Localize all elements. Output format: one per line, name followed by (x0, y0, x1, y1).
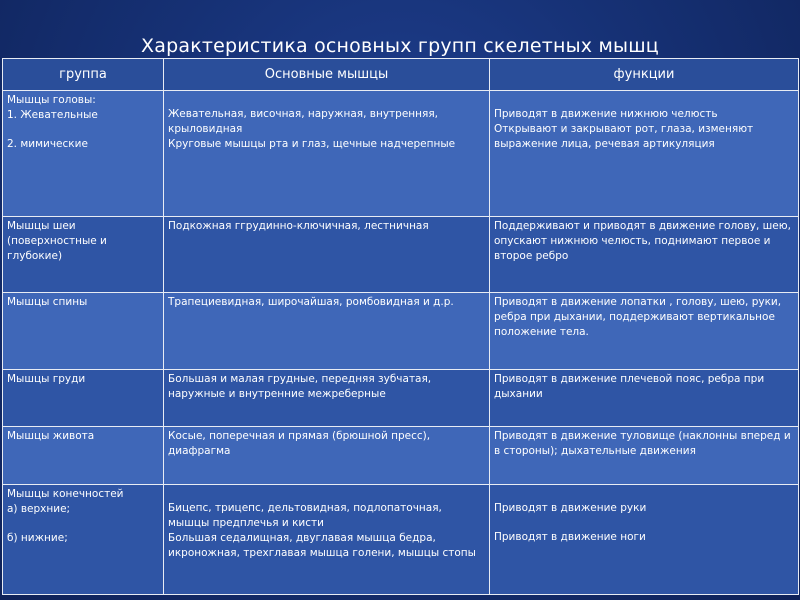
table-row-chest (3, 370, 799, 427)
functions-text-1: Поддерживают и приводят в движение голову, шею, опускают нижнюю челюсть, поднимают первое и второе ребро (494, 220, 791, 262)
functions-cell (490, 293, 799, 370)
functions-text-1: Приводят в движение руки (494, 502, 647, 514)
table-row-back (3, 293, 799, 370)
muscles-text-1: Трапециевидная, широчайшая, ромбовидная и д.р. (168, 296, 454, 308)
muscles-cell (164, 370, 490, 427)
muscles-cell (164, 91, 490, 217)
group-title: Мышцы живота (7, 430, 95, 442)
functions-text-1: Приводят в движение плечевой пояс, ребра при дыхании (494, 373, 765, 400)
functions-text-1: Приводят в движение туловище (наклонны вперед и в стороны); дыхательные движения (494, 430, 791, 457)
muscle-groups-table (2, 58, 799, 595)
table-header-row (3, 59, 799, 91)
group-title: Мышцы спины (7, 296, 88, 308)
muscles-text-1: Подкожная ггрудинно-ключичная, лестничная (168, 220, 429, 232)
group-cell (3, 217, 164, 293)
muscles-text-2: Круговые мышцы рта и глаз, щечные надчерепные (168, 138, 456, 150)
group-sub-2: б) нижние; (7, 532, 68, 544)
group-cell (3, 293, 164, 370)
header-group: группа (3, 59, 164, 91)
group-title: Мышцы груди (7, 373, 86, 385)
muscles-cell (164, 427, 490, 485)
functions-text-1: Приводят в движение лопатки , голову, шею, руки, ребра при дыхании, поддерживают вертикальное положение тела. (494, 296, 782, 338)
functions-text-1: Приводят в движение нижнюю челюсть (494, 108, 718, 120)
group-title: Мышцы шеи (7, 220, 76, 232)
table-row-head (3, 91, 799, 217)
header-functions: функции (490, 59, 799, 91)
muscles-cell (164, 485, 490, 595)
group-cell (3, 485, 164, 595)
muscles-text-2: Большая седалищная, двуглавая мышца бедра, икроножная, трехглавая мышца голени, мышцы стопы (168, 532, 476, 559)
group-sub-1: а) верхние; (7, 503, 71, 515)
functions-cell (490, 91, 799, 217)
functions-text-2: Приводят в движение ноги (494, 531, 646, 543)
group-cell (3, 370, 164, 427)
slide-title: Характеристика основных групп скелетных мышц (141, 35, 659, 57)
muscles-cell (164, 217, 490, 293)
table-row-abdomen (3, 427, 799, 485)
muscles-text-1: Косые, поперечная и прямая (брюшной пресс), диафрагма (168, 430, 431, 457)
group-sub-1: 1. Жевательные (7, 109, 98, 121)
header-muscles: Основные мышцы (164, 59, 490, 91)
functions-cell (490, 427, 799, 485)
table-row-neck (3, 217, 799, 293)
muscles-text-1: Бицепс, трицепс, дельтовидная, подлопаточная, мышцы предплечья и кисти (168, 502, 442, 529)
functions-cell (490, 370, 799, 427)
muscles-text-1: Большая и малая грудные, передняя зубчатая, наружные и внутренние межреберные (168, 373, 432, 400)
table-row-limbs (3, 485, 799, 595)
muscles-cell (164, 293, 490, 370)
group-title: Мышцы конечностей (7, 488, 124, 500)
functions-cell (490, 485, 799, 595)
group-sub-2: 2. мимические (7, 138, 88, 150)
functions-cell (490, 217, 799, 293)
group-sub-1: (поверхностные и глубокие) (7, 235, 107, 262)
group-title: Мышцы головы: (7, 94, 96, 106)
muscles-text-1: Жевательная, височная, наружная, внутренняя, крыловидная (168, 108, 439, 135)
functions-text-2: Открывают и закрывают рот, глаза, изменяют выражение лица, речевая артикуляция (494, 123, 754, 150)
group-cell (3, 91, 164, 217)
group-cell (3, 427, 164, 485)
